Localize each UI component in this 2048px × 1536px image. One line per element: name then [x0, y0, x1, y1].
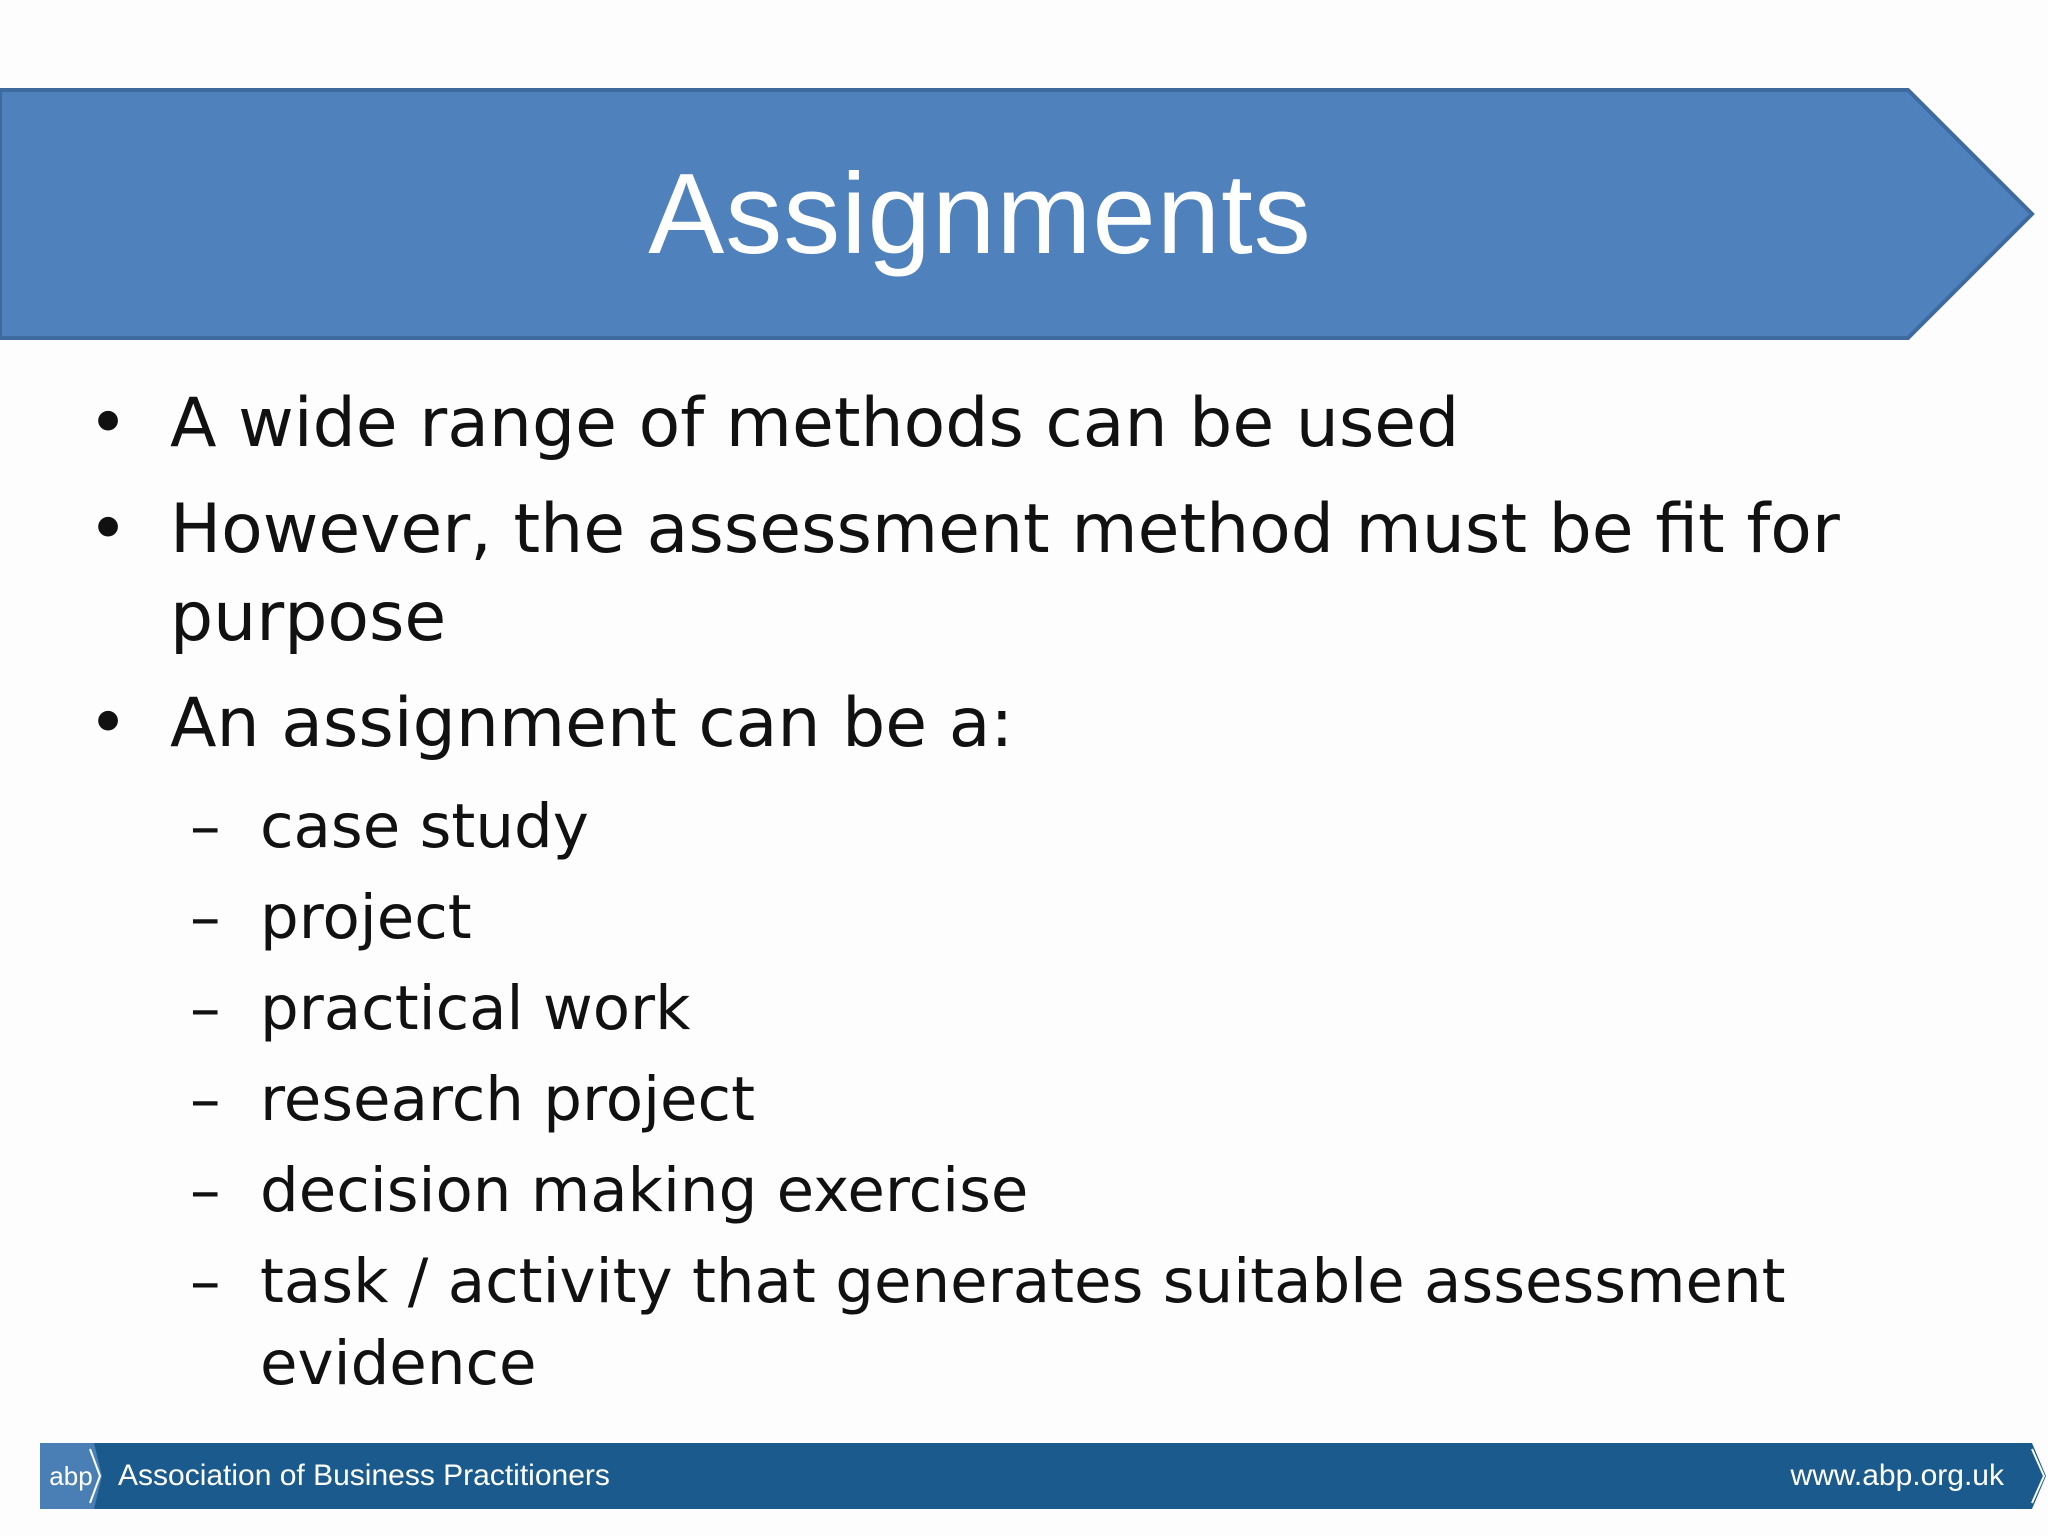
sub-item-text: task / activity that generates suitable assessment evidence — [260, 1246, 1786, 1399]
sub-marker: – — [190, 791, 221, 862]
bullet-marker: • — [88, 384, 129, 463]
sub-item — [0, 786, 2048, 868]
bullet-marker: • — [88, 490, 129, 569]
sub-item-text: project — [260, 882, 472, 953]
abp-logo: abp — [49, 1460, 93, 1491]
slide-title: Assignments — [648, 150, 1312, 278]
bullet-item — [0, 680, 2048, 768]
sub-item — [0, 877, 2048, 959]
sub-item — [0, 1059, 2048, 1141]
sub-item — [0, 1150, 2048, 1232]
bullet-text: A wide range of methods can be used — [170, 384, 1460, 463]
sub-marker: – — [190, 1155, 221, 1226]
footer-bar — [40, 1443, 2048, 1509]
sub-item-text: case study — [260, 791, 589, 862]
bullet-item — [0, 486, 2048, 662]
bullet-list — [0, 380, 2048, 1414]
sub-marker: – — [190, 973, 221, 1044]
title-banner — [0, 88, 2036, 340]
sub-item-text: practical work — [260, 973, 691, 1044]
footer-website-link[interactable]: www.abp.org.uk — [1790, 1459, 2004, 1492]
sub-marker: – — [190, 1064, 221, 1135]
footer-organization: Association of Business Practitioners — [118, 1459, 610, 1492]
sub-marker: – — [190, 1246, 221, 1317]
sub-item-text: decision making exercise — [260, 1155, 1029, 1226]
sub-item — [0, 1241, 2048, 1405]
bullet-text: However, the assessment method must be fit for purpose — [170, 490, 1840, 657]
sub-item-text: research project — [260, 1064, 755, 1135]
bullet-text: An assignment can be a: — [170, 684, 1014, 763]
sub-item — [0, 968, 2048, 1050]
bullet-marker: • — [88, 684, 129, 763]
sub-marker: – — [190, 882, 221, 953]
bullet-item — [0, 380, 2048, 468]
